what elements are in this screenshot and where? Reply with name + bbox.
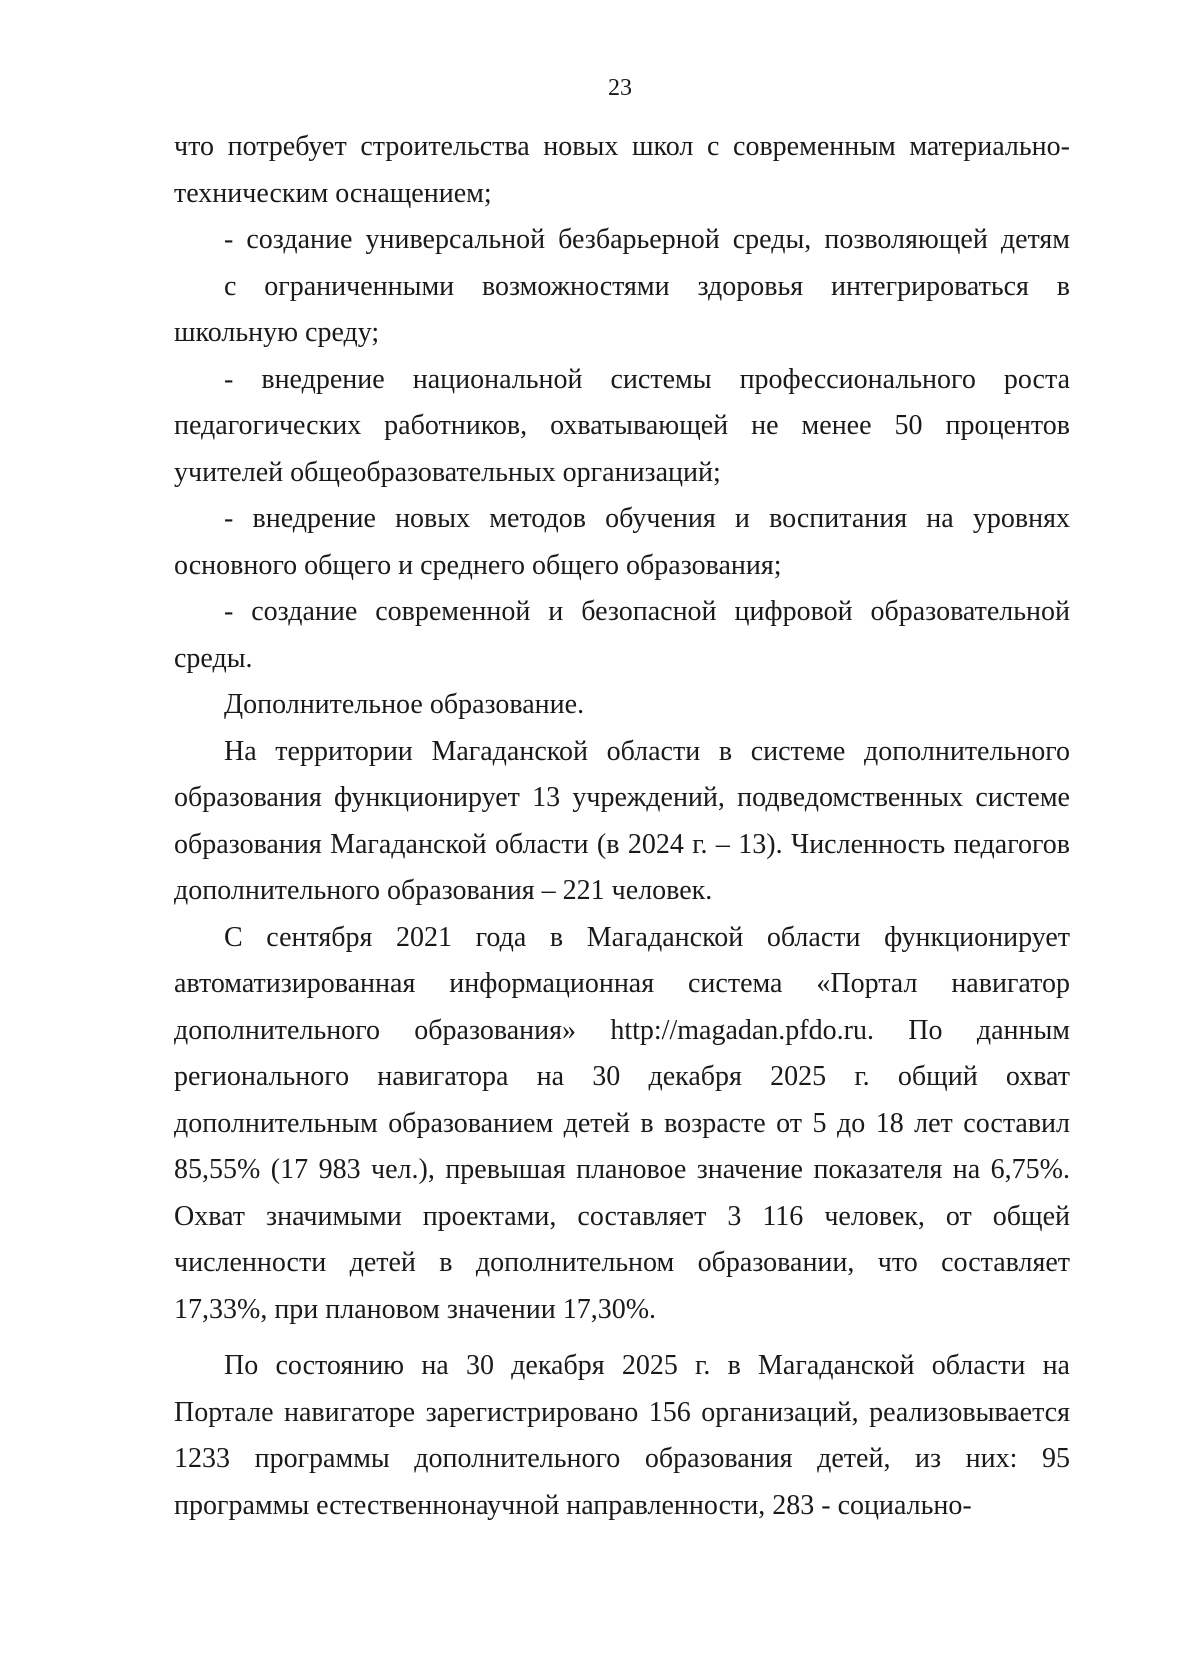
paragraph-3: с ограниченными возможностями здоровья интегрироваться в школьную среду; (174, 270, 1070, 348)
paragraph-6: - создание современной и безопасной цифровой образовательной среды. (174, 596, 1070, 674)
section-heading: Дополнительное образование. (224, 689, 585, 720)
page-number: 23 (608, 75, 632, 101)
paragraph-9: По состоянию на 30 декабря 2025 г. в Магаданской области на Портале навигаторе зарегистрировано 156 организаций, реализовывается 1233 программы дополнительного образования детей, из них: 95 программы естественнонаучной направленности, 283 - социально- (174, 1350, 1070, 1521)
paragraph-1: что потребует строительства новых школ с современным материально-техническим оснащением; (174, 131, 1070, 209)
paragraph-8: С сентября 2021 года в Магаданской области функционирует автоматизированная информационная система «Портал навигатор дополнительного образования» http://magadan.pfdo.ru. По данным регионального навигатора на 30 декабря 2025 г. общий охват дополнительным образованием детей в возрасте от 5 до 18 лет составил 85,55% (17 983 чел.), превышая плановое значение показателя на 6,75%. Охват значимыми проектами, составляет 3 116 человек, от общей численности детей в дополнительном образовании, что составляет 17,33%, при плановом значении 17,30%. (174, 921, 1070, 1325)
paragraph-7: На территории Магаданской области в системе дополнительного образования функционирует 13 учреждений, подведомственных системе образования Магаданской области (в 2024 г. – 13). Численность педагогов дополнительного образования – 221 человек. (174, 735, 1070, 906)
paragraph-2: - создание универсальной безбарьерной среды, позволяющей детям (224, 224, 1070, 255)
document-body (174, 124, 1070, 1529)
paragraph-5: - внедрение новых методов обучения и воспитания на уровнях основного общего и среднего общего образования; (174, 503, 1070, 581)
paragraph-4: - внедрение национальной системы профессионального роста педагогических работников, охватывающей не менее 50 процентов учителей общеобразовательных организаций; (174, 363, 1070, 488)
